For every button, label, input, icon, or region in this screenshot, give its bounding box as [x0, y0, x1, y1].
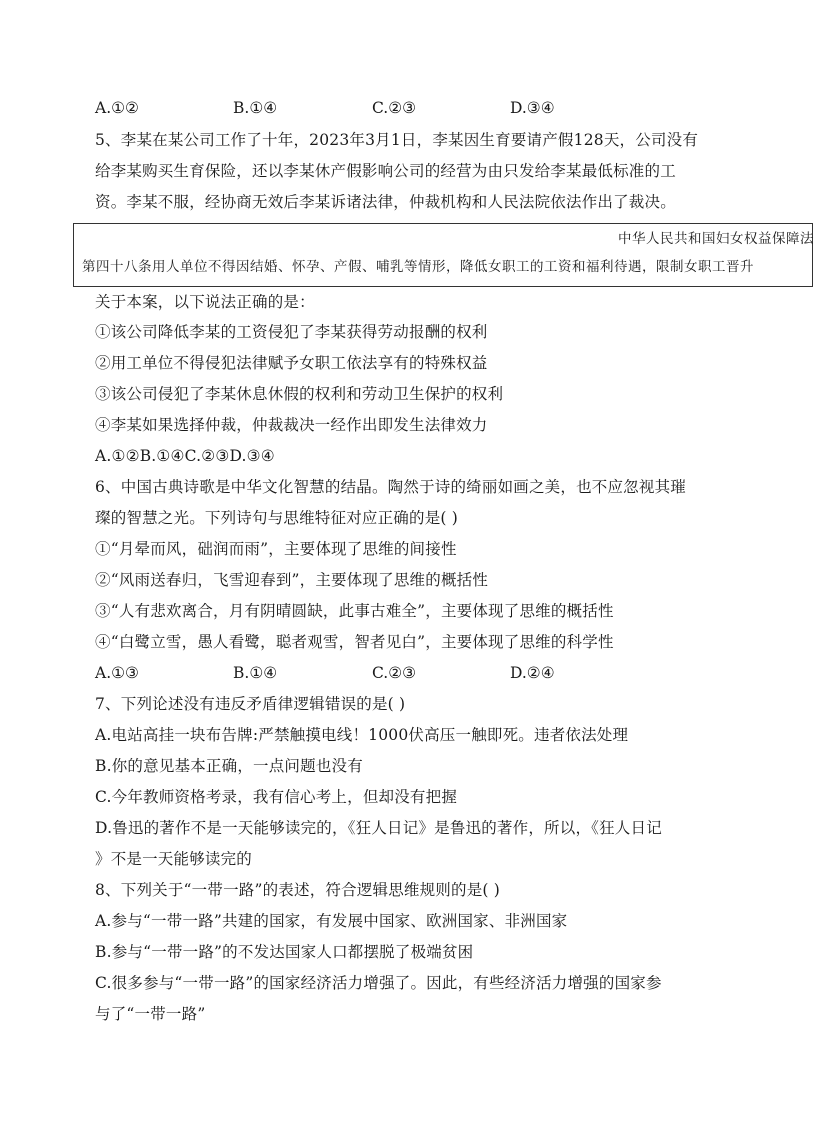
q6-statement-2: ②“风雨送春归，飞雪迎春到”，主要体现了思维的概括性: [95, 571, 489, 589]
q8-choice-c-line-1: C.很多参与“一带一路”的国家经济活力增强了。因此，有些经济活力增强的国家参: [95, 974, 662, 992]
law-text: 第四十八条用人单位不得因结婚、怀孕、产假、哺乳等情形，降低女职工的工资和福利待遇，限制女职工晋升: [82, 259, 754, 275]
q7-stem: 7、下列论述没有违反矛盾律逻辑错误的是( ): [95, 695, 406, 713]
q5-statement-3: ③该公司侵犯了李某休息休假的权利和劳动卫生保护的权利: [95, 385, 504, 403]
q7-choice-d-line-1: D.鲁迅的著作不是一天能够读完的，《狂人日记》是鲁迅的著作，所以，《狂人日记: [95, 819, 662, 837]
q7-choice-b: B.你的意见基本正确，一点问题也没有: [95, 757, 363, 775]
q5-statement-2: ②用工单位不得侵犯法律赋予女职工依法享有的特殊权益: [95, 354, 488, 372]
q5-options: A.①②B.①④C.②③D.③④: [95, 447, 275, 465]
q7-choice-c: C.今年教师资格考录，我有信心考上，但却没有把握: [95, 788, 458, 806]
q5-stem-line-1: 5、李某在某公司工作了十年，2023年3月1日，李某因生育要请产假128天，公司没有: [95, 131, 699, 149]
q6-stem-line-2: 璨的智慧之光。下列诗句与思维特征对应正确的是( ): [95, 509, 459, 527]
q4-option-c: C.②③: [372, 99, 417, 117]
q6-statement-3: ③“人有悲欢离合，月有阴晴圆缺，此事古难全”，主要体现了思维的概括性: [95, 602, 614, 620]
q4-option-d: D.③④: [510, 99, 555, 117]
law-excerpt-box: [73, 223, 813, 287]
law-title: 中华人民共和国妇女权益保障法: [618, 231, 814, 247]
q5-statement-1: ①该公司降低李某的工资侵犯了李某获得劳动报酬的权利: [95, 323, 488, 341]
q6-statement-4: ④“白鹭立雪，愚人看鹭，聪者观雪，智者见白”，主要体现了思维的科学性: [95, 633, 614, 651]
q4-option-b: B.①④: [233, 99, 278, 117]
q6-option-b: B.①④: [233, 664, 278, 682]
q5-statement-4: ④李某如果选择仲裁，仲裁裁决一经作出即发生法律效力: [95, 416, 488, 434]
q6-stem-line-1: 6、中国古典诗歌是中华文化智慧的结晶。陶然于诗的绮丽如画之美，也不应忽视其璀: [95, 478, 686, 496]
q6-statement-1: ①“月晕而风，础润而雨”，主要体现了思维的间接性: [95, 540, 457, 558]
q8-stem: 8、下列关于“一带一路”的表述，符合逻辑思维规则的是( ): [95, 881, 501, 899]
q8-choice-a: A.参与“一带一路”共建的国家，有发展中国家、欧洲国家、非洲国家: [95, 912, 568, 930]
q5-stem-line-3: 资。李某不服，经协商无效后李某诉诸法律，仲裁机构和人民法院依法作出了裁决。: [95, 193, 676, 211]
q6-option-a: A.①③: [95, 664, 139, 682]
q4-option-a: A.①②: [95, 99, 139, 117]
q7-choice-a: A.电站高挂一块布告牌:严禁触摸电线！1000伏高压一触即死。违者依法处理: [95, 726, 629, 744]
q6-option-c: C.②③: [372, 664, 417, 682]
q6-option-d: D.②④: [510, 664, 555, 682]
q8-choice-c-line-2: 与了“一带一路”: [95, 1005, 206, 1023]
q8-choice-b: B.参与“一带一路”的不发达国家人口都摆脱了极端贫困: [95, 943, 474, 961]
q7-choice-d-line-2: 》不是一天能够读完的: [95, 850, 253, 868]
q5-question: 关于本案，以下说法正确的是：: [95, 293, 315, 311]
q5-stem-line-2: 给李某购买生育保险，还以李某休产假影响公司的经营为由只发给李某最低标准的工: [95, 162, 676, 180]
